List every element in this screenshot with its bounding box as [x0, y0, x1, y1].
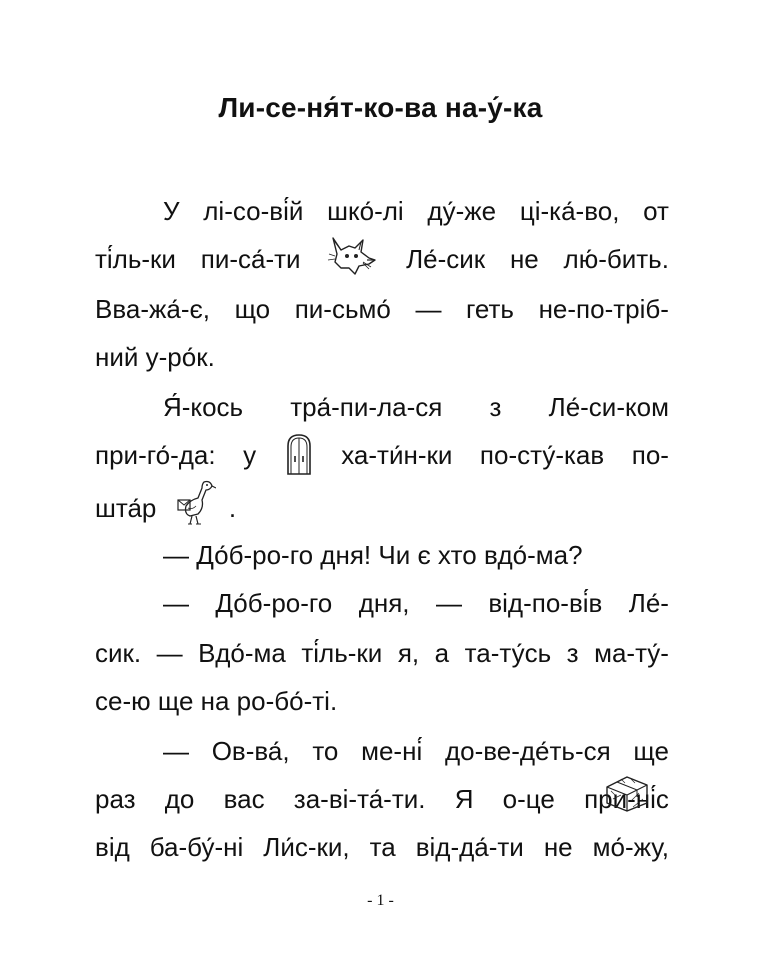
text-line-7 [95, 488, 669, 532]
word: не-по-тріб- [538, 294, 669, 324]
word: Ли́с-ки, [263, 832, 350, 862]
word: геть [466, 294, 514, 324]
word: не [543, 832, 573, 862]
word: Ле́-си-ком [548, 392, 669, 422]
word: ці-ка́-во, [519, 196, 620, 226]
stork-postman-icon [174, 478, 216, 532]
word: шко́-лі [327, 196, 404, 226]
word: ме-ні́ [361, 736, 423, 766]
word: що [234, 294, 271, 324]
text-line-3 [95, 294, 669, 324]
word: при-го́-да: [95, 440, 216, 470]
text-line-11: се-ю ще на ро-бо́-ті. [95, 686, 338, 716]
text-line-8: — До́б-ро-го дня! Чи є хто вдо́-ма? [163, 540, 583, 570]
word: сик. [95, 638, 142, 668]
word: від-по-ві́в [488, 588, 603, 618]
word: до-ве-де́ть-ся [444, 736, 611, 766]
word: — [163, 736, 189, 766]
word: та-ту́сь [464, 638, 552, 668]
word: — [415, 294, 442, 324]
word: ду́-же [427, 196, 497, 226]
word: пи-сьмо́ [294, 294, 391, 324]
word: Вдо́-ма [198, 638, 286, 668]
word: ті́ль-ки [95, 244, 176, 274]
word: Я [454, 784, 474, 814]
word: від-да́-ти [415, 832, 524, 862]
word: та [369, 832, 396, 862]
word: — [435, 588, 462, 618]
text-line-14 [95, 832, 669, 862]
word: у [243, 440, 257, 470]
word: До́б-ро-го [215, 588, 333, 618]
word: ба-бу́-ні [149, 832, 244, 862]
word: ха-ти́н-ки [341, 440, 453, 470]
word: до [164, 784, 195, 814]
word: за-ві-та́-ти. [293, 784, 426, 814]
word: по-сту́-кав [479, 440, 605, 470]
text-line-1 [95, 196, 669, 226]
word: не [509, 244, 539, 274]
word: — [163, 588, 189, 618]
page-number: - 1 - [367, 892, 394, 909]
text-line-5 [95, 392, 669, 422]
text-line-12 [95, 736, 669, 766]
word: при-ні́с [584, 784, 669, 814]
parcel-icon [603, 773, 651, 818]
word: раз [95, 784, 136, 814]
word: то [312, 736, 339, 766]
word: від [95, 832, 130, 862]
word: з [489, 392, 502, 422]
word: по- [631, 440, 669, 470]
text-line-4: ний у-ро́к. [95, 342, 215, 372]
word: мо́-жу, [592, 832, 669, 862]
word: шта́р [95, 492, 157, 523]
word: Ов-ва́, [211, 736, 290, 766]
word: тра́-пи-ла-ся [290, 392, 443, 422]
word: . [228, 492, 237, 523]
word: ті́ль-ки [301, 638, 383, 668]
word: пи-са́-ти [200, 244, 301, 274]
text-line-10 [95, 638, 669, 668]
text-line-6 [95, 440, 669, 482]
word: от [643, 196, 669, 226]
word: ще [633, 736, 669, 766]
word: дня, [358, 588, 410, 618]
word: а [434, 638, 450, 668]
word: — [156, 638, 183, 668]
text-line-9 [95, 588, 669, 618]
word: Ле́-сик [406, 244, 486, 274]
text-line-13 [95, 784, 669, 814]
text-line-2 [95, 244, 669, 284]
word: ма-ту́- [594, 638, 669, 668]
fox-icon [325, 234, 381, 284]
word: з [566, 638, 579, 668]
word: Ле́- [628, 588, 669, 618]
word: Я́-кось [163, 392, 244, 422]
word: лі-со-ві́й [203, 196, 304, 226]
page-title: Ли-се-ня́т-ко-ва на-у́-ка [218, 92, 543, 123]
word: вас [223, 784, 265, 814]
word: о-це [502, 784, 555, 814]
word: Вва-жа́-є, [95, 294, 210, 324]
word: лю́-бить. [563, 244, 669, 274]
word: я, [397, 638, 420, 668]
door-icon [284, 432, 314, 482]
word: У [163, 196, 180, 226]
